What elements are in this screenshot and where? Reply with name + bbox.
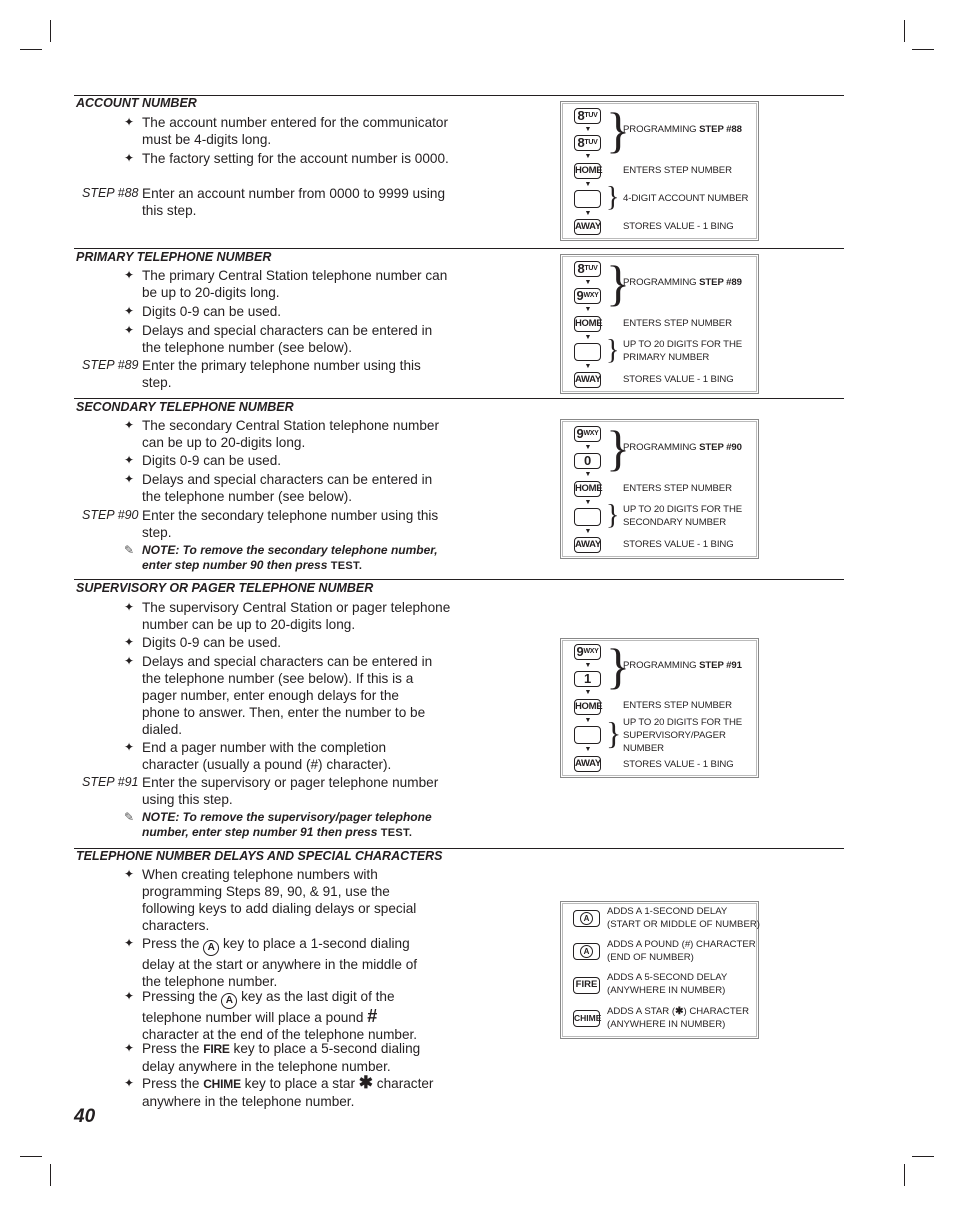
pound-icon: #	[367, 1006, 378, 1026]
bullet-icon: ✦	[124, 867, 135, 881]
diagram-special-characters	[560, 901, 759, 1039]
key-fire: FIRE	[573, 977, 600, 994]
key-away: AWAY	[574, 372, 601, 388]
caption: ENTERS STEP NUMBER	[623, 483, 732, 494]
caption: ADDS A POUND (#) CHARACTER (END OF NUMBER)	[607, 939, 756, 963]
key-9: $9^{WXY}$	[574, 644, 601, 660]
bullet-icon: ✦	[124, 936, 135, 950]
step-label: STEP #89	[82, 358, 139, 372]
arrow-down-icon: ▼	[584, 126, 592, 133]
step-label: STEP #90	[82, 508, 139, 522]
bullet-item: ✦ The primary Central Station telephone number can be up to 20-digits long.	[124, 268, 448, 300]
section-divider	[74, 579, 844, 580]
brace-icon: }	[606, 420, 630, 476]
bullet-icon: ✦	[124, 268, 135, 282]
bullet-icon: ✦	[124, 600, 135, 614]
step-item: STEP #91 Enter the supervisory or pager telephone number using this step.	[82, 775, 439, 807]
key-home: HOME	[574, 316, 601, 332]
key-9: $9^{WXY}$	[574, 426, 601, 442]
key-a: A	[573, 943, 600, 960]
page-number: 40	[74, 1106, 96, 1127]
bullet-item: ✦ Delays and special characters can be entered in the telephone number (see below). If this is a pager number, enter enough delays for the phone to answer. Then, enter the number to be dialed.	[124, 654, 433, 737]
arrow-down-icon: ▼	[584, 662, 592, 669]
crop-mark	[912, 49, 934, 50]
key-home: HOME	[574, 481, 601, 497]
arrow-down-icon: ▼	[584, 279, 592, 286]
arrow-down-icon: ▼	[584, 471, 592, 478]
crop-mark	[50, 1164, 51, 1186]
arrow-down-icon: ▼	[584, 689, 592, 696]
caption: PROGRAMMING STEP #91	[623, 660, 742, 671]
caption: ENTERS STEP NUMBER	[623, 700, 732, 711]
caption: STORES VALUE - 1 BING	[623, 759, 734, 770]
caption: 4-DIGIT ACCOUNT NUMBER	[623, 193, 749, 204]
arrow-down-icon: ▼	[584, 499, 592, 506]
key-a: A	[573, 910, 600, 927]
caption: ADDS A 5-SECOND DELAY (ANYWHERE IN NUMBER)	[607, 972, 728, 996]
bullet-item: ✦ Press the FIRE key to place a 5-second dialing delay anywhere in the telephone number.	[124, 1041, 421, 1074]
crop-mark	[904, 1164, 905, 1186]
bullet-item: ✦ Press the CHIME key to place a star ✱ character anywhere in the telephone number.	[124, 1073, 434, 1109]
bullet-item: ✦ End a pager number with the completion character (usually a pound (#) character).	[124, 740, 392, 772]
arrow-down-icon: ▼	[584, 153, 592, 160]
crop-mark	[20, 1156, 42, 1157]
section-divider	[74, 248, 844, 249]
crop-mark	[904, 20, 905, 42]
a-key-icon: A	[221, 993, 237, 1009]
section-title-secondary: SECONDARY TELEPHONE NUMBER	[76, 400, 294, 414]
caption: ENTERS STEP NUMBER	[623, 318, 732, 329]
step-item: STEP #88 Enter an account number from 0000 to 9999 using this step.	[82, 186, 446, 218]
arrow-down-icon: ▼	[584, 528, 592, 535]
a-key-icon: A	[203, 940, 219, 956]
bullet-item: ✦ The supervisory Central Station or pager telephone number can be up to 20-digits long.	[124, 600, 451, 632]
bullet-icon: ✦	[124, 323, 135, 337]
key-blank	[574, 726, 601, 744]
diagram-step-89	[560, 254, 759, 394]
bullet-icon: ✦	[124, 1041, 135, 1055]
caption: STORES VALUE - 1 BING	[623, 221, 734, 232]
caption: ADDS A STAR (✱) CHARACTER (ANYWHERE IN NUMBER)	[607, 1006, 750, 1030]
star-icon: ✱	[675, 1006, 684, 1017]
bullet-icon: ✦	[124, 115, 135, 129]
note: ✎ NOTE: To remove the supervisory/pager telephone number, enter step number 91 then press TEST.	[124, 810, 432, 839]
caption: STORES VALUE - 1 BING	[623, 539, 734, 550]
section-title-supervisory: SUPERVISORY OR PAGER TELEPHONE NUMBER	[76, 581, 374, 595]
brace-icon: }	[606, 335, 620, 366]
key-9: $9^{WXY}$	[574, 288, 601, 304]
caption: ENTERS STEP NUMBER	[623, 165, 732, 176]
caption: UP TO 20 DIGITS FOR THE SUPERVISORY/PAGER NUMBER	[623, 717, 743, 754]
arrow-down-icon: ▼	[584, 306, 592, 313]
key-home: HOME	[574, 699, 601, 715]
key-1: 1	[574, 671, 601, 687]
bullet-icon: ✦	[124, 151, 135, 165]
brace-icon: }	[606, 102, 630, 158]
caption: PROGRAMMING STEP #90	[623, 442, 742, 453]
arrow-down-icon: ▼	[584, 334, 592, 341]
crop-mark	[912, 1156, 934, 1157]
key-8: $8^{TUV}$	[574, 108, 601, 124]
brace-icon: }	[606, 638, 630, 694]
key-away: AWAY	[574, 537, 601, 553]
brace-icon: }	[606, 255, 630, 311]
key-8: $8^{TUV}$	[574, 261, 601, 277]
step-label: STEP #91	[82, 775, 139, 789]
caption: UP TO 20 DIGITS FOR THE PRIMARY NUMBER	[623, 339, 743, 363]
key-chime: CHIME	[573, 1010, 600, 1027]
section-title-delays: TELEPHONE NUMBER DELAYS AND SPECIAL CHARACTERS	[76, 849, 443, 863]
key-blank	[574, 508, 601, 526]
bullet-icon: ✦	[124, 654, 135, 668]
caption: PROGRAMMING STEP #88	[623, 124, 742, 135]
key-home: HOME	[574, 163, 601, 179]
brace-icon: }	[606, 715, 622, 751]
bullet-icon: ✦	[124, 635, 135, 649]
arrow-down-icon: ▼	[584, 210, 592, 217]
caption: UP TO 20 DIGITS FOR THE SECONDARY NUMBER	[623, 504, 743, 528]
key-8: $8^{TUV}$	[574, 135, 601, 151]
pencil-icon: ✎	[124, 543, 135, 557]
bullet-item: ✦ The account number entered for the communicator must be 4-digits long.	[124, 115, 449, 147]
bullet-item: ✦ Digits 0-9 can be used.	[124, 635, 282, 650]
bullet-icon: ✦	[124, 989, 135, 1003]
arrow-down-icon: ▼	[584, 363, 592, 370]
pencil-icon: ✎	[124, 810, 135, 824]
key-away: AWAY	[574, 756, 601, 772]
caption: ADDS A 1-SECOND DELAY (START OR MIDDLE OF NUMBER)	[607, 906, 760, 930]
caption: STORES VALUE - 1 BING	[623, 374, 734, 385]
bullet-item: ✦ The factory setting for the account number is 0000.	[124, 151, 449, 166]
bullet-item: ✦ Pressing the A key as the last digit of the telephone number will place a pound # character at the end of the telephone number.	[124, 989, 418, 1042]
section-title-account: ACCOUNT NUMBER	[76, 96, 197, 110]
arrow-down-icon: ▼	[584, 746, 592, 753]
key-blank	[574, 343, 601, 361]
bullet-item: ✦ Delays and special characters can be entered in the telephone number (see below).	[124, 323, 433, 355]
key-0: 0	[574, 453, 601, 469]
arrow-down-icon: ▼	[584, 717, 592, 724]
bullet-item: ✦ Delays and special characters can be entered in the telephone number (see below).	[124, 472, 433, 504]
bullet-icon: ✦	[124, 740, 135, 754]
diagram-step-91	[560, 638, 759, 778]
bullet-icon: ✦	[124, 1076, 135, 1090]
key-away: AWAY	[574, 219, 601, 235]
note: ✎ NOTE: To remove the secondary telephone number, enter step number 90 then press TEST.	[124, 543, 438, 572]
diagram-step-88	[560, 101, 759, 241]
bullet-item: ✦ When creating telephone numbers with programming Steps 89, 90, & 91, use the following keys to add dialing delays or special characters.	[124, 867, 417, 933]
bullet-icon: ✦	[124, 418, 135, 432]
key-blank	[574, 190, 601, 208]
step-item: STEP #90 Enter the secondary telephone number using this step.	[82, 508, 439, 540]
crop-mark	[50, 20, 51, 42]
step-item: STEP #89 Enter the primary telephone number using this step.	[82, 358, 421, 390]
arrow-down-icon: ▼	[584, 181, 592, 188]
step-label: STEP #88	[82, 186, 139, 200]
section-divider	[74, 398, 844, 399]
arrow-down-icon: ▼	[584, 444, 592, 451]
bullet-icon: ✦	[124, 304, 135, 318]
bullet-icon: ✦	[124, 453, 135, 467]
section-title-primary: PRIMARY TELEPHONE NUMBER	[76, 250, 272, 264]
bullet-item: ✦ Digits 0-9 can be used.	[124, 304, 282, 319]
brace-icon: }	[606, 500, 620, 531]
brace-icon: }	[606, 182, 620, 213]
bullet-item: ✦ Press the A key to place a 1-second dialing delay at the start or anywhere in the middle of the telephone number.	[124, 936, 418, 989]
caption: PROGRAMMING STEP #89	[623, 277, 742, 288]
star-icon: ✱	[358, 1073, 374, 1092]
bullet-item: ✦ The secondary Central Station telephone number can be up to 20-digits long.	[124, 418, 439, 450]
diagram-step-90	[560, 419, 759, 559]
bullet-icon: ✦	[124, 472, 135, 486]
bullet-item: ✦ Digits 0-9 can be used.	[124, 453, 282, 468]
crop-mark	[20, 49, 42, 50]
